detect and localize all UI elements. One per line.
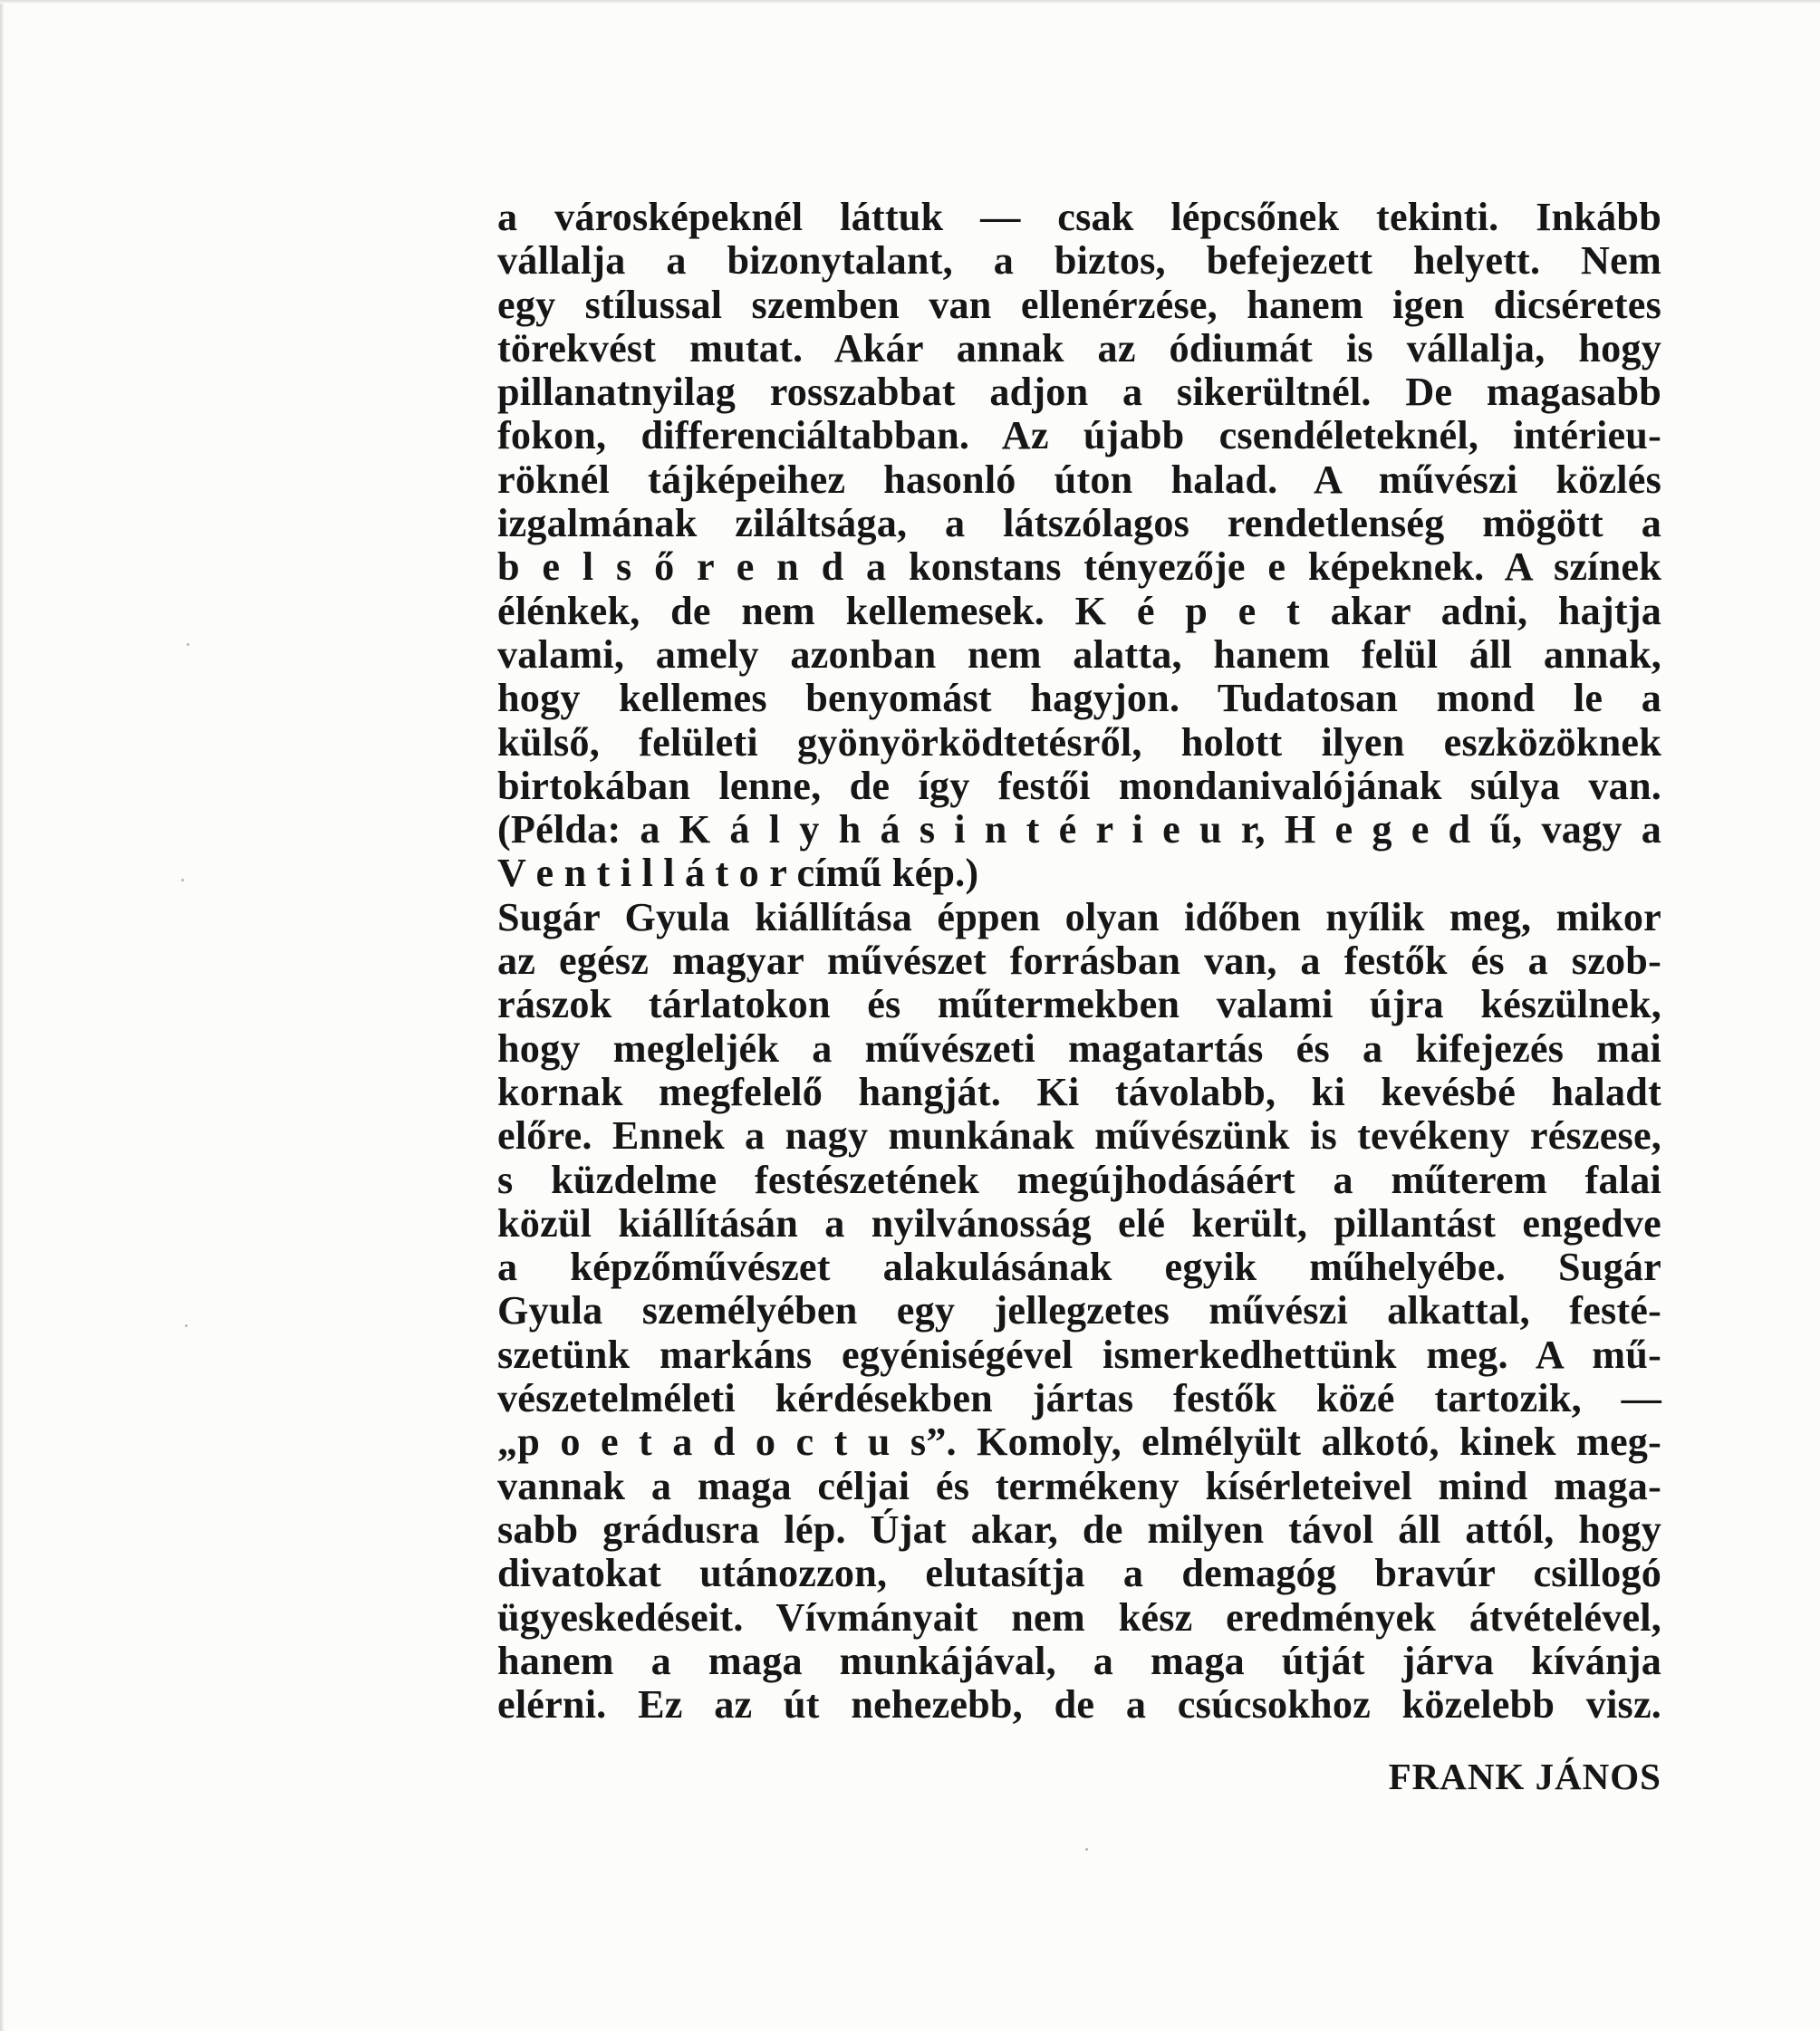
paper-speck xyxy=(187,643,189,646)
text-line: röknél tájképeihez hasonló úton halad. A művészi közlés xyxy=(497,457,1661,502)
text-line: a képzőművészet alakulásának egyik műhelyébe. Sugár xyxy=(497,1245,1661,1290)
text-line: az egész magyar művészet forrásban van, a festők és a szob- xyxy=(497,938,1661,984)
text-line: sabb grádusra lép. Újat akar, de milyen távol áll attól, hogy xyxy=(497,1506,1661,1552)
text-line: pillanatnyilag rosszabbat adjon a sikerültnél. De magasabb xyxy=(497,370,1661,415)
text-line: s küzdelme festészetének megújhodásáért a műterem falai xyxy=(497,1157,1661,1202)
text-line: birtokában lenne, de így festői mondanivalójának súlya van. xyxy=(497,763,1661,808)
text-line: vannak a maga céljai és termékeny kísérleteivel mind maga- xyxy=(497,1463,1661,1508)
text-line: szetünk markáns egyéniségével ismerkedhettünk meg. A mű- xyxy=(497,1332,1661,1377)
text-line: külső, felületi gyönyörködtetésről, holott ilyen eszközöknek xyxy=(497,719,1661,765)
text-line: divatokat utánozzon, elutasítja a demagóg bravúr csillogó xyxy=(497,1551,1661,1596)
text-line: „p o e t a d o c t u s”. Komoly, elmélyült alkotó, kinek meg- xyxy=(497,1420,1661,1465)
paper-speck xyxy=(181,879,184,881)
text-line: kornak megfelelő hangját. Ki távolabb, ki kevésbé haladt xyxy=(497,1069,1661,1114)
text-line: V e n t i l l á t o r című kép.) xyxy=(497,851,979,896)
text-line: Sugár Gyula kiállítása éppen olyan időben nyílik meg, mikor xyxy=(497,894,1661,939)
paper-speck xyxy=(1085,1848,1088,1851)
text-line: izgalmának ziláltsága, a látszólagos rendetlenség mögött a xyxy=(497,501,1661,546)
body-text xyxy=(497,196,1661,1727)
scan-edge-top xyxy=(0,0,1820,4)
author-signature: FRANK JÁNOS xyxy=(1388,1756,1661,1797)
scan-edge-left xyxy=(0,0,5,2031)
text-line: valami, amely azonban nem alatta, hanem felül áll annak, xyxy=(497,631,1661,677)
text-line: elérni. Ez az út nehezebb, de a csúcsokhoz közelebb visz. xyxy=(497,1682,1661,1728)
text-line: vállalja a bizonytalant, a biztos, befejezett helyett. Nem xyxy=(497,238,1661,284)
text-line: fokon, differenciáltabban. Az újabb csendéleteknél, intérieu- xyxy=(497,413,1661,458)
text-line: hogy kellemes benyomást hagyjon. Tudatosan mond le a xyxy=(497,676,1661,721)
text-line: egy stílussal szemben van ellenérzése, hanem igen dicséretes xyxy=(497,282,1661,327)
text-line: élénkek, de nem kellemesek. K é p e t akar adni, hajtja xyxy=(497,588,1661,633)
text-line: a városképeknél láttuk — csak lépcsőnek tekinti. Inkább xyxy=(497,195,1661,239)
text-line: vészetelméleti kérdésekben jártas festők közé tartozik, — xyxy=(497,1376,1661,1421)
paper-speck xyxy=(185,1324,188,1327)
text-line: előre. Ennek a nagy munkának művészünk is tevékeny részese, xyxy=(497,1113,1661,1159)
text-line: b e l s ő r e n d a konstans tényezője e képeknek. A színek xyxy=(497,544,1661,590)
text-line: rászok tárlatokon és műtermekben valami újra készülnek, xyxy=(497,982,1661,1027)
text-line: hogy megleljék a művészeti magatartás és a kifejezés mai xyxy=(497,1025,1661,1071)
text-line: törekvést mutat. Akár annak az ódiumát is vállalja, hogy xyxy=(497,325,1661,371)
text-line: (Példa: a K á l y h á s i n t é r i e u r, H e g e d ű, vagy a xyxy=(497,807,1661,852)
text-line: ügyeskedéseit. Vívmányait nem kész eredmények átvételével, xyxy=(497,1594,1661,1640)
text-line: közül kiállításán a nyilvánosság elé került, pillantást engedve xyxy=(497,1200,1661,1246)
text-line: Gyula személyében egy jellegzetes művészi alkattal, festé- xyxy=(497,1288,1661,1333)
text-line: hanem a maga munkájával, a maga útját járva kívánja xyxy=(497,1638,1661,1683)
